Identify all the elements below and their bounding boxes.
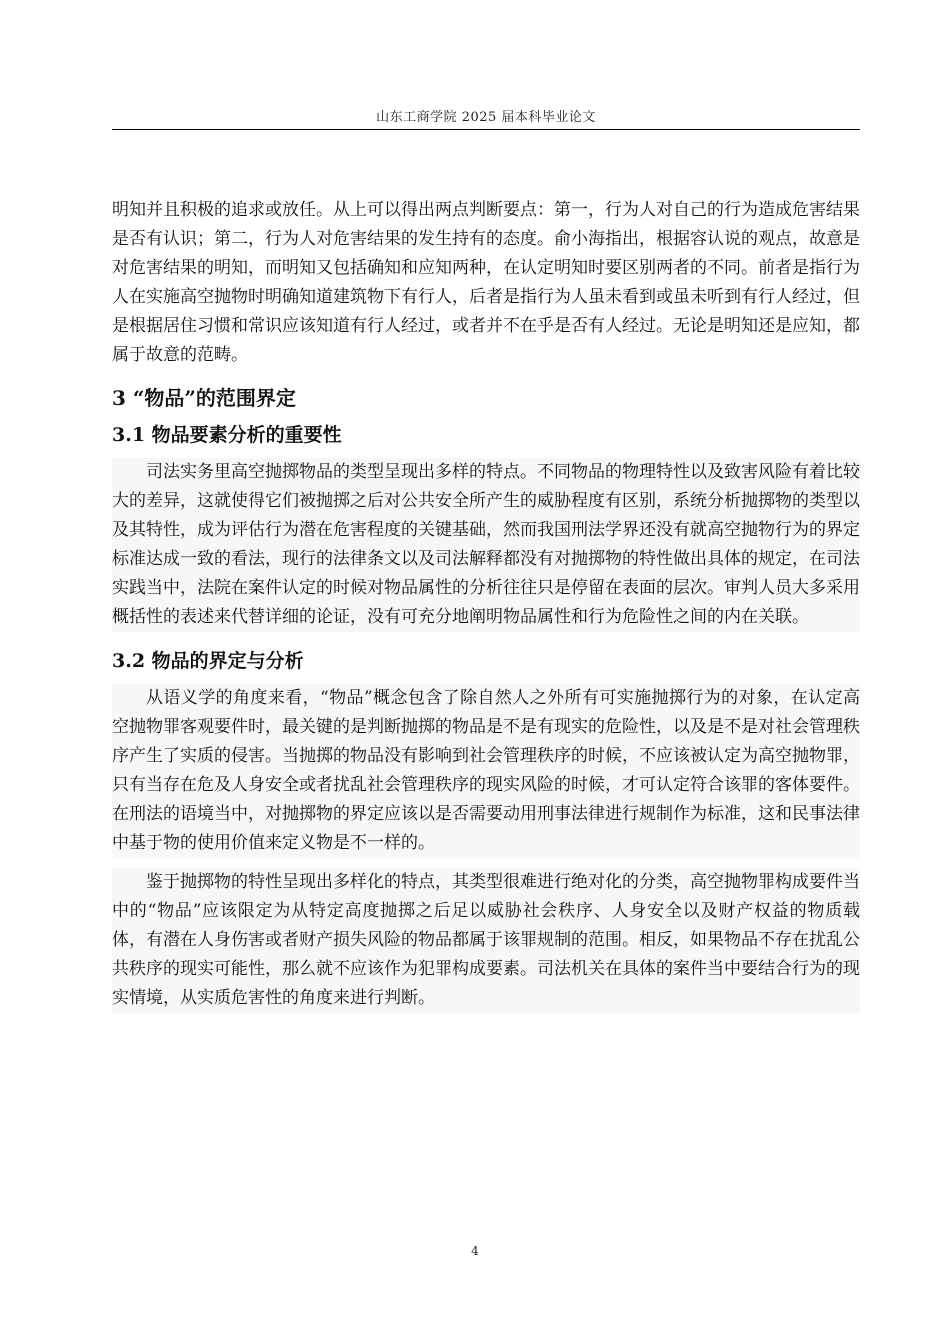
paragraph-3-1: 司法实务里高空抛掷物品的类型呈现出多样的特点。不同物品的物理特性以及致害风险有着比较大的差异，这就使得它们被抛掷之后对公共安全所产生的威胁程度有区别，系统分析抛掷物的类型以及其特性，成为评估行为潜在危害程度的关键基础，然而我国刑法学界还没有就高空抛物行为的界定标准达成一致的看法，现行的法律条文以及司法解释都没有对抛掷物的特性做出具体的规定，在司法实践当中，法院在案件认定的时候对物品属性的分析往往只是停留在表面的层次。审判人员大多采用概括性的表述来代替详细的论证，没有可充分地阐明物品属性和行为危险性之间的内在关联。	[112, 458, 860, 632]
running-header: 山东工商学院 2025 届本科毕业论文	[376, 110, 596, 125]
paragraph-continued: 明知并且积极的追求或放任。从上可以得出两点判断要点：第一，行为人对自己的行为造成危害结果是否有认识；第二，行为人对危害结果的发生持有的态度。俞小海指出，根据容认说的观点，故意是对危害结果的明知，而明知又包括确知和应知两种，在认定明知时要区别两者的不同。前者是指行为人在实施高空抛物时明确知道建筑物下有行人，后者是指行为人虽未看到或虽未听到有行人经过，但是根据居住习惯和常识应该知道有行人经过，或者并不在乎是否有人经过。无论是明知还是应知，都属于故意的范畴。	[112, 200, 860, 365]
paragraph-3-2-a: 从语义学的角度来看，“物品”概念包含了除自然人之外所有可实施抛掷行为的对象，在认定高空抛物罪客观要件时，最关键的是判断抛掷的物品是不是有现实的危险性，以及是不是对社会管理秩序产生了实质的侵害。当抛掷的物品没有影响到社会管理秩序的时候，不应该被认定为高空抛物罪，只有当存在危及人身安全或者扰乱社会管理秩序的现实风险的时候，才可认定符合该罪的客体要件。在刑法的语境当中，对抛掷物的界定应该以是否需要动用刑事法律进行规制作为标准，这和民事法律中基于物的使用价值来定义物是不一样的。	[112, 684, 860, 858]
subsection-heading-3-1: 3.1 物品要素分析的重要性	[112, 424, 342, 446]
page-body	[112, 196, 860, 1013]
section-heading-3: 3 “物品”的范围界定	[112, 386, 296, 410]
page-number: 4	[471, 1244, 479, 1258]
subsection-heading-3-2: 3.2 物品的界定与分析	[112, 650, 304, 672]
paragraph-3-2-b: 鉴于抛掷物的特性呈现出多样化的特点，其类型很难进行绝对化的分类，高空抛物罪构成要件当中的“物品”应该限定为从特定高度抛掷之后足以威胁社会秩序、人身安全以及财产权益的物质载体，有潜在人身伤害或者财产损失风险的物品都属于该罪规制的范围。相反，如果物品不存在扰乱公共秩序的现实可能性，那么就不应该作为犯罪构成要素。司法机关在具体的案件当中要结合行为的现实情境，从实质危害性的角度来进行判断。	[112, 868, 860, 1013]
header-rule	[112, 129, 860, 130]
